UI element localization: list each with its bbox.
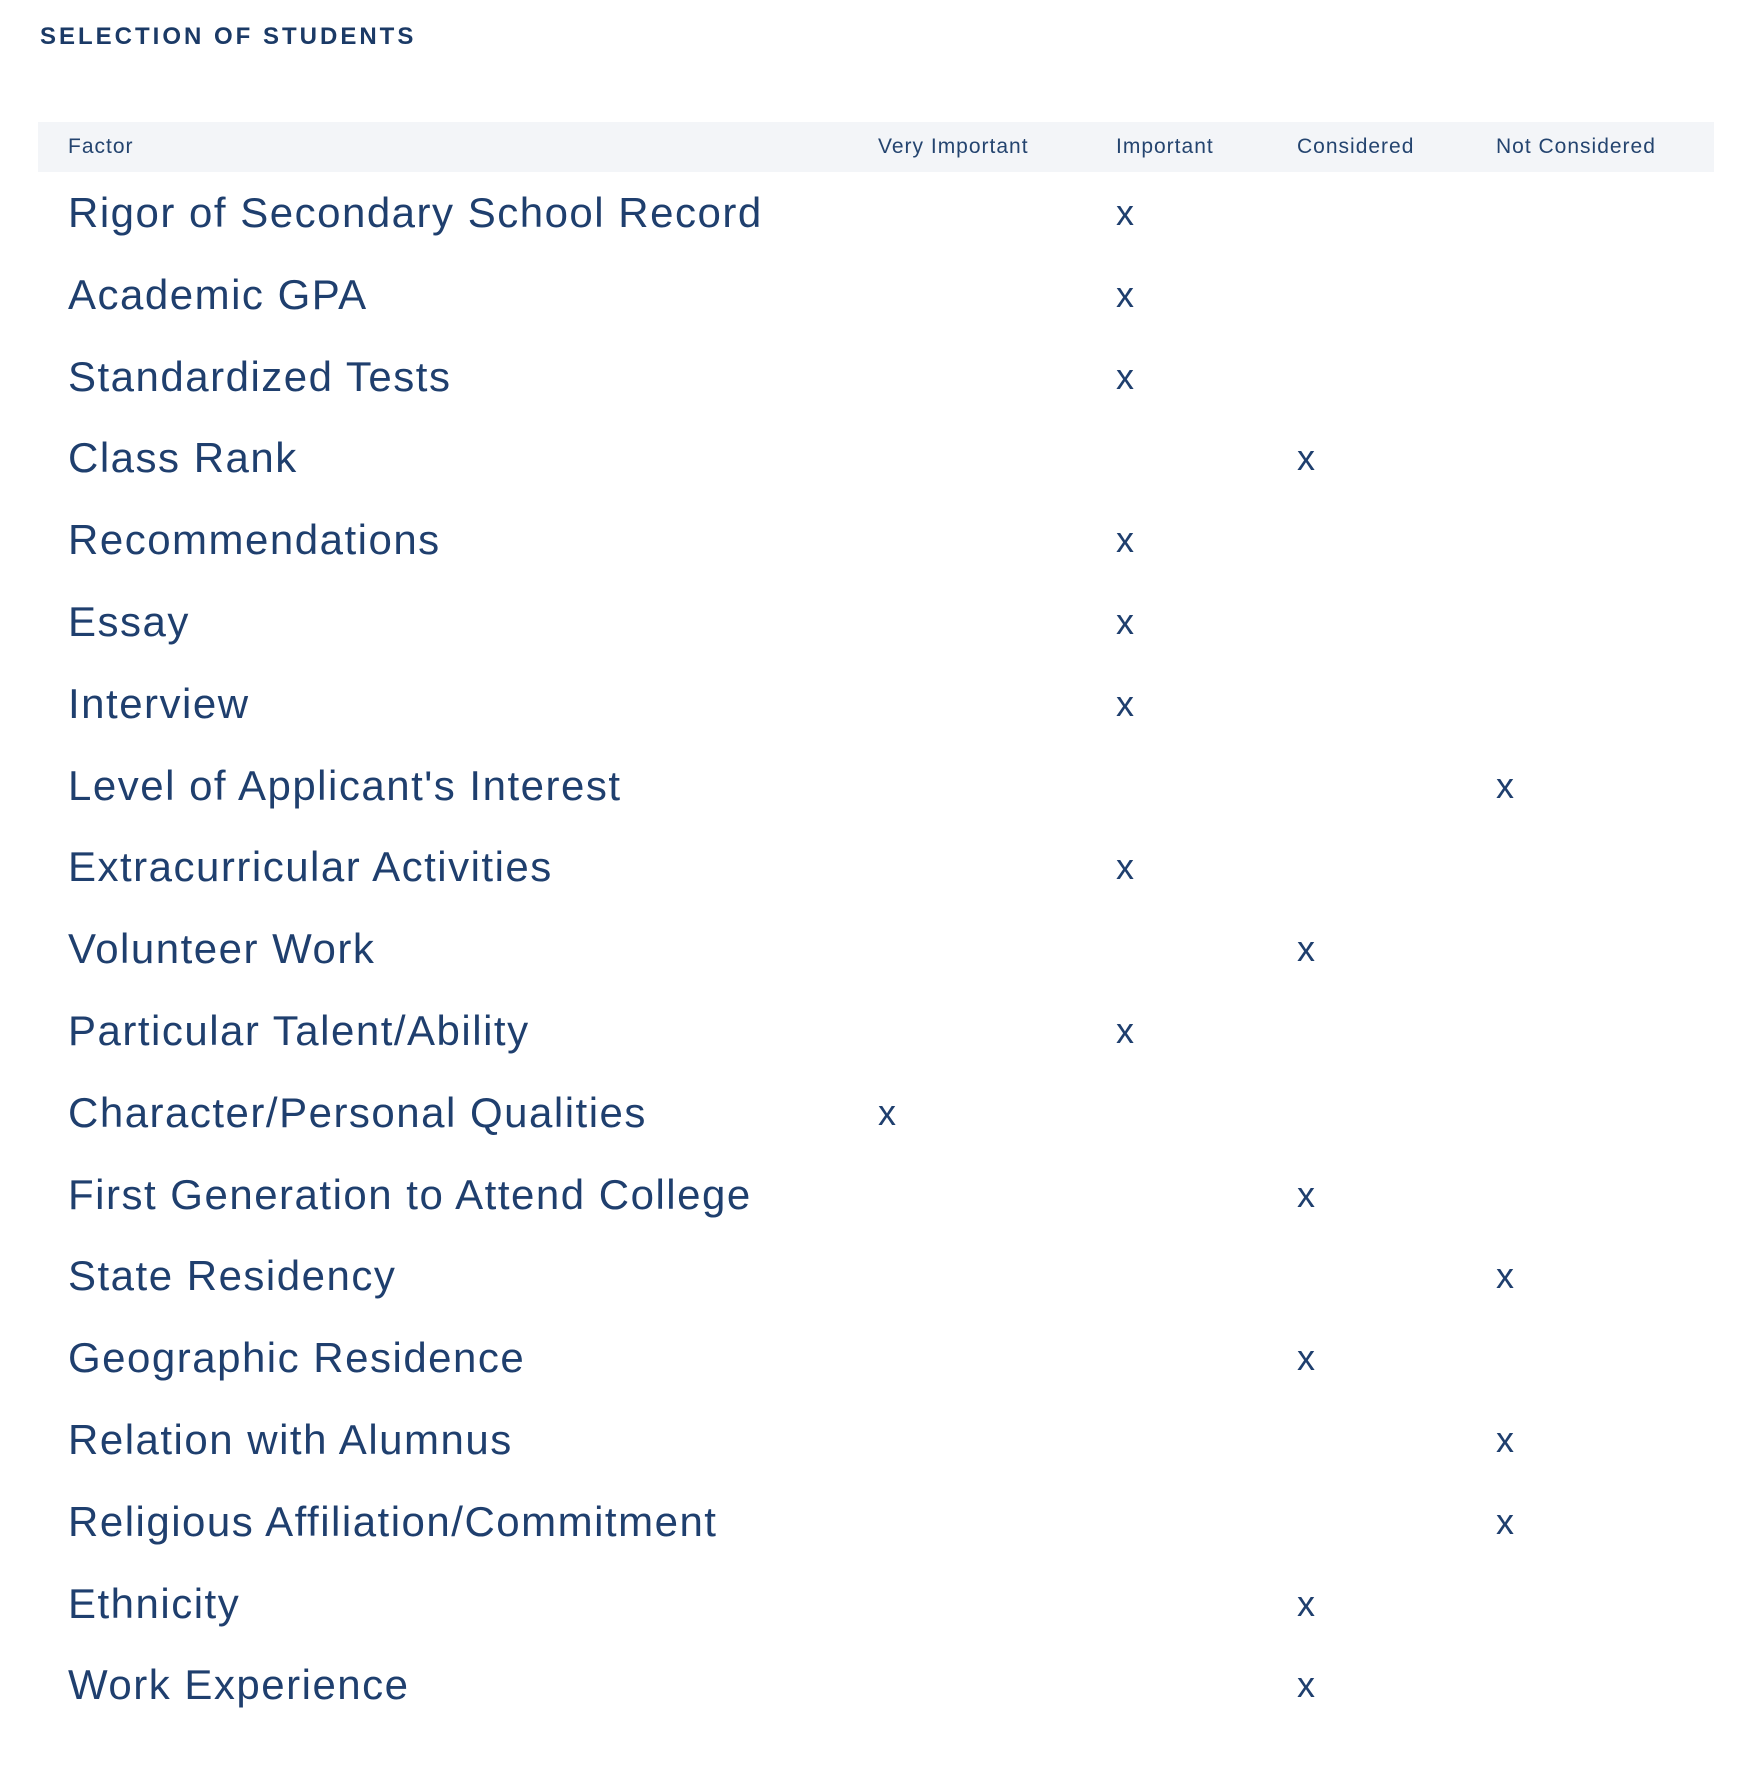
factor-label: Work Experience <box>68 1661 410 1709</box>
important-mark: x <box>1116 273 1134 315</box>
not-considered-mark: x <box>1496 764 1514 806</box>
table-row <box>38 499 1714 581</box>
not-considered-mark: x <box>1496 1500 1514 1542</box>
factor-label: Geographic Residence <box>68 1334 526 1382</box>
table-row <box>38 254 1714 336</box>
table-row <box>38 1644 1714 1726</box>
table-row <box>38 908 1714 990</box>
table-row <box>38 1481 1714 1563</box>
table-row <box>38 1317 1714 1399</box>
factor-label: State Residency <box>68 1252 397 1300</box>
table-row <box>38 417 1714 499</box>
factor-label: Relation with Alumnus <box>68 1415 513 1463</box>
table-body <box>38 172 1714 1726</box>
factor-label: Standardized Tests <box>68 352 452 400</box>
table-row <box>38 826 1714 908</box>
table-row <box>38 1072 1714 1154</box>
considered-mark: x <box>1297 1664 1315 1706</box>
important-mark: x <box>1116 682 1134 724</box>
table-header-row <box>38 122 1714 172</box>
factor-label: Ethnicity <box>68 1579 241 1627</box>
important-mark: x <box>1116 519 1134 561</box>
table-row <box>38 1563 1714 1645</box>
considered-mark: x <box>1297 928 1315 970</box>
section-title: SELECTION OF STUDENTS <box>40 23 417 50</box>
factor-label: Level of Applicant's Interest <box>68 761 622 809</box>
factor-label: Interview <box>68 679 250 727</box>
table-row <box>38 663 1714 745</box>
considered-mark: x <box>1297 437 1315 479</box>
factor-label: Extracurricular Activities <box>68 843 553 891</box>
header-very-important: Very Important <box>878 135 1029 158</box>
considered-mark: x <box>1297 1173 1315 1215</box>
important-mark: x <box>1116 192 1134 233</box>
header-important: Important <box>1116 135 1214 158</box>
factor-label: Volunteer Work <box>68 925 376 973</box>
important-mark: x <box>1116 600 1134 642</box>
factor-label: Essay <box>68 597 190 645</box>
table-row <box>38 581 1714 663</box>
factor-label: Recommendations <box>68 516 441 564</box>
very-important-mark: x <box>878 1091 896 1133</box>
considered-mark: x <box>1297 1337 1315 1379</box>
header-not-considered: Not Considered <box>1496 135 1656 158</box>
table-row <box>38 990 1714 1072</box>
header-factor: Factor <box>68 135 134 158</box>
header-considered: Considered <box>1297 135 1415 158</box>
table-row <box>38 336 1714 418</box>
important-mark: x <box>1116 355 1134 397</box>
factor-label: Religious Affiliation/Commitment <box>68 1497 718 1545</box>
factor-label: Particular Talent/Ability <box>68 1006 530 1054</box>
not-considered-mark: x <box>1496 1255 1514 1297</box>
table-row <box>38 1235 1714 1317</box>
table-row <box>38 172 1714 254</box>
not-considered-mark: x <box>1496 1418 1514 1460</box>
table-row <box>38 1154 1714 1236</box>
factor-label: Rigor of Secondary School Record <box>68 189 763 236</box>
table-row <box>38 745 1714 827</box>
important-mark: x <box>1116 846 1134 888</box>
factor-label: Character/Personal Qualities <box>68 1088 647 1136</box>
selection-factors-table <box>38 122 1714 1726</box>
factor-label: Class Rank <box>68 434 298 482</box>
factor-label: Academic GPA <box>68 270 368 318</box>
table-row <box>38 1399 1714 1481</box>
considered-mark: x <box>1297 1582 1315 1624</box>
factor-label: First Generation to Attend College <box>68 1170 752 1218</box>
important-mark: x <box>1116 1009 1134 1051</box>
